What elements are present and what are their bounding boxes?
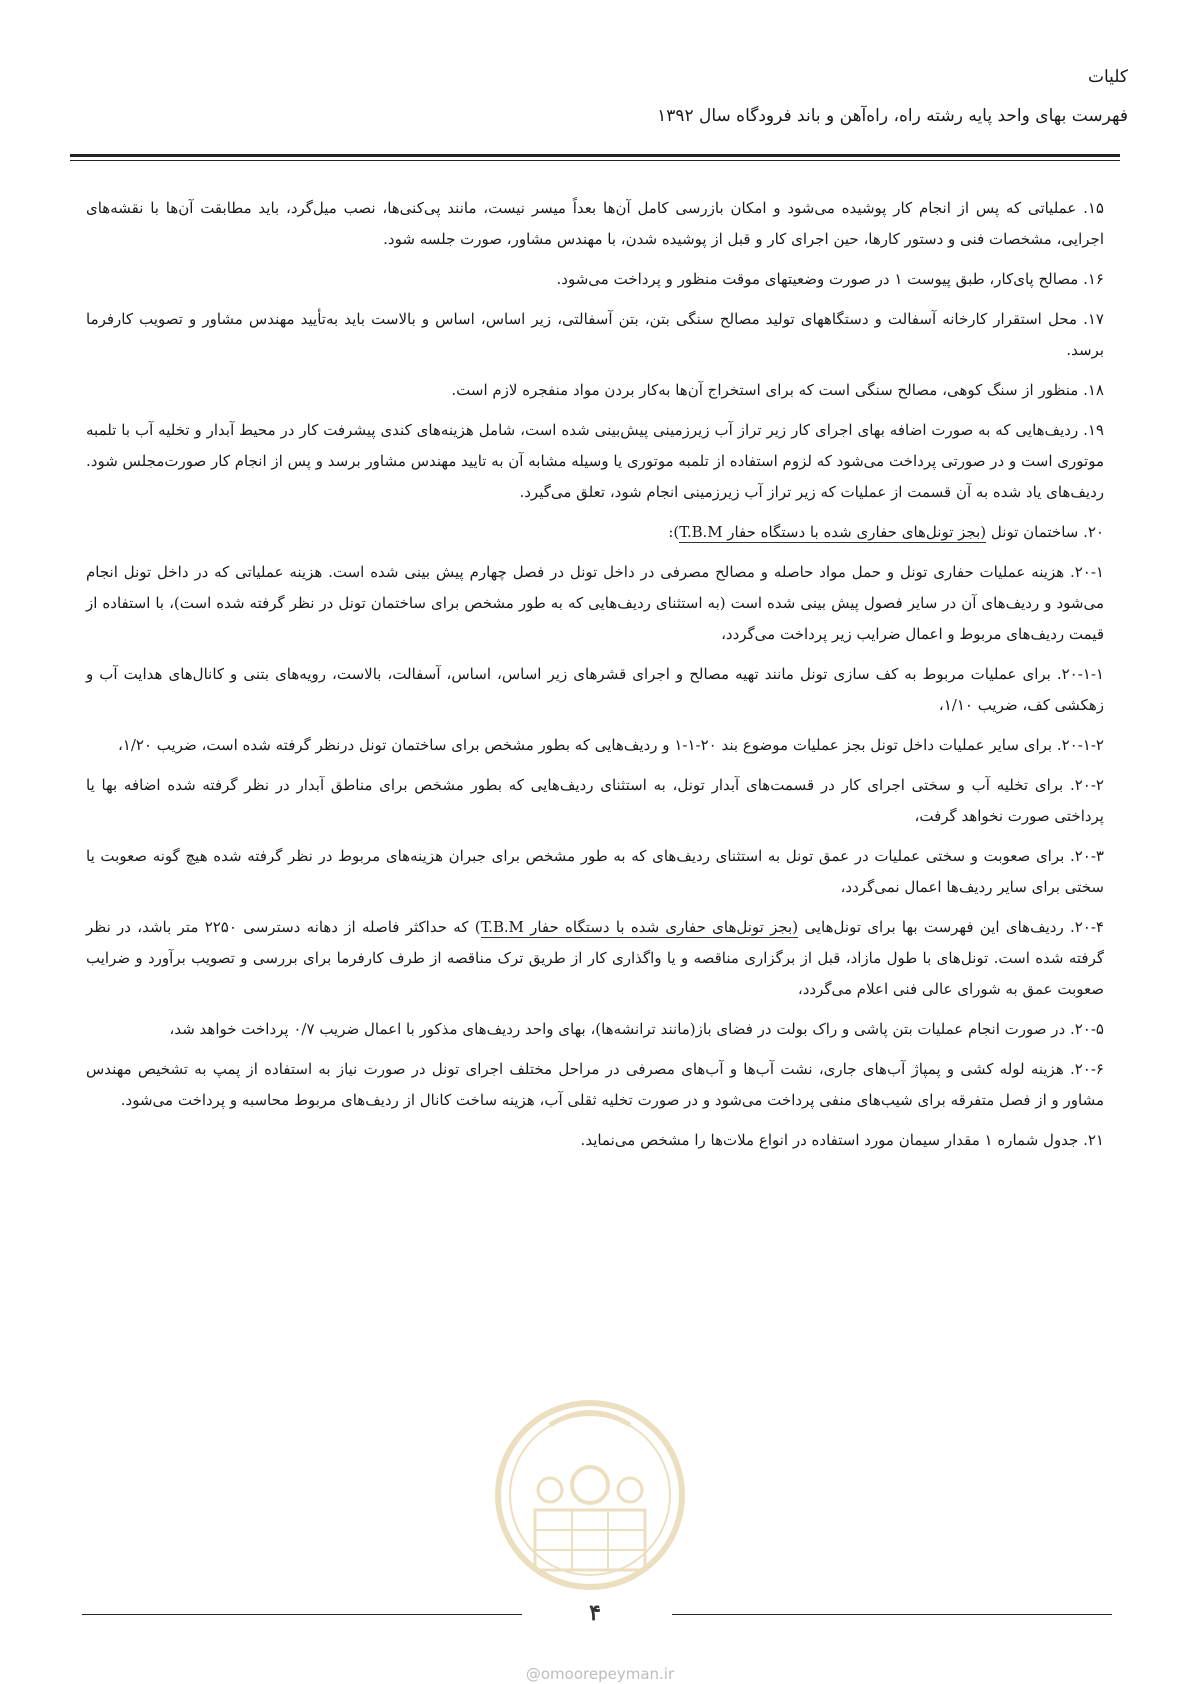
paragraph-20-1-1: ۲۰-۱-۱. برای عملیات مربوط به کف سازی تونل مانند تهیه مصالح و اجرای قشرهای زیر اساس، اساس، آسفالت، بالاست، رویه‌های بتنی و کانال‌های هدایت آب و زهکشی کف، ضریب ۱/۱۰، — [86, 665, 1104, 714]
paragraph-20-4-underlined: (بجز تونل‌های حفاری شده با دستگاه حفار T.B.M — [480, 918, 799, 936]
page-content — [86, 193, 1104, 1165]
footer-rule-left — [82, 1614, 522, 1615]
section-title: کلیات — [1087, 67, 1128, 87]
footer-rule-right — [672, 1614, 1112, 1615]
paragraph-20-2: ۲۰-۲. برای تخلیه آب و سختی اجرای کار در قسمت‌های آبدار تونل، به استثنای ردیف‌هایی که بطور مشخص برای مناطق آبدار در نظر گرفته شده اضافه بها یا پرداختی صورت نخواهد گرفت، — [86, 776, 1104, 825]
paragraph-15: ۱۵. عملیاتی که پس از انجام کار پوشیده می‌شود و امکان بازرسی کامل آن‌ها بعداً میسر نیست، مانند پی‌کنی‌ها، نصب میل‌گرد، باید مطابقت آن‌ها با نقشه‌های اجرایی، مشخصات فنی و دستور کارها، حین اجرای کار و قبل از پوشیده شدن، با مهندس مشاور، صورت جلسه شود. — [86, 199, 1104, 248]
header-rule-thin — [70, 160, 1120, 161]
paragraph-20-5: ۲۰-۵. در صورت انجام عملیات بتن پاشی و راک بولت در فضای باز(مانند ترانشه‌ها)، بهای واحد ردیف‌های مذکور با اعمال ضریب ۰/۷ پرداخت خواهد شد، — [169, 1020, 1104, 1038]
paragraph-20-prefix: ۲۰. ساختمان تونل — [986, 523, 1104, 541]
site-watermark-text: omoorepeyman.ir — [540, 1665, 675, 1683]
paragraph-20 — [86, 517, 1104, 548]
paragraph-20-suffix: ): — [668, 523, 680, 541]
paragraph-20-4 — [86, 912, 1104, 1005]
seal-icon — [490, 1380, 690, 1610]
paragraph-17: ۱۷. محل استقرار کارخانه آسفالت و دستگاههای تولید مصالح سنگی بتن، بتن آسفالتی، زیر اساس، اساس و بالاست باید به‌تأیید مهندس مشاور و تصویب کارفرما برسد. — [86, 310, 1104, 359]
paragraph-20-1-2: ۲۰-۱-۲. برای سایر عملیات داخل تونل بجز عملیات موضوع بند ۲۰-۱-۱ و ردیف‌هایی که بطور مشخص برای ساختمان تونل درنظر گرفته شده است، ضریب ۱/۲۰، — [117, 736, 1104, 754]
header-rule-thick — [70, 154, 1120, 157]
publisher-seal-watermark — [490, 1380, 690, 1610]
paragraph-20-underlined: (بجز تونل‌های حفاری شده با دستگاه حفار T.B.M — [679, 523, 987, 541]
paragraph-18: ۱۸. منظور از سنگ کوهی، مصالح سنگی است که برای استخراج آن‌ها به‌کار بردن مواد منفجره لازم است. — [451, 381, 1104, 399]
paragraph-20-4-prefix: ۲۰-۴. ردیف‌های این فهرست بها برای تونل‌هایی — [798, 918, 1104, 936]
paragraph-20-4-suffix: ) که حداکثر فاصله از دهانه دسترسی ۲۲۵۰ متر باشد، در نظر گرفته شده است. تونل‌های با طول مازاد، قبل از برگزاری مناقصه و یا واگذاری کار از طریق ترک مناقصه از طرف کارفرما برای بررسی و تصویب برآورد و ضرایب صعوبت عمق به شورای عالی فنی اعلام می‌گردد، — [86, 918, 1104, 998]
page-number: ۴ — [589, 1600, 601, 1626]
paragraph-20-6: ۲۰-۶. هزینه لوله کشی و پمپاژ آب‌های جاری، نشت آب‌ها و آب‌های مصرفی در مراحل مختلف اجرای تونل در صورت نیاز به استفاده از پمپ به تشخیص مهندس مشاور و از فصل متفرقه برای شیب‌های منفی پرداخت می‌شود و در صورت تخلیه ثقلی آب، هزینه ساخت کانال از ردیف‌های مربوط محاسبه و پرداخت می‌شود. — [86, 1060, 1104, 1109]
paragraph-20-1: ۲۰-۱. هزینه عملیات حفاری تونل و حمل مواد حاصله و مصالح مصرفی در داخل تونل در فصل چهارم پیش بینی شده است. هزینه عملیاتی که در داخل تونل انجام می‌شود و ردیف‌های آن در سایر فصول پیش بینی شده است (به استثنای ردیف‌هایی که به طور مشخص برای ساختمان تونل در نظر گرفته شده است)، با استفاده از قیمت ردیف‌های مربوط و اعمال ضرایب زیر پرداخت می‌گردد، — [86, 563, 1104, 643]
paragraph-19: ۱۹. ردیف‌هایی که به صورت اضافه بهای اجرای کار زیر تراز آب زیرزمینی پیش‌بینی شده است، شامل هزینه‌های کندی پیشرفت کار در محیط آبدار و تخلیه آب با تلمبه موتوری است و در صورتی پرداخت می‌شود که لزوم استفاده از تلمبه موتوری یا وسیله مشابه آن به تایید مهندس مشاور برسد و پس از انجام کار صورت‌مجلس شود. ردیف‌های یاد شده به آن قسمت از عملیات که زیر تراز آب زیرزمینی انجام شود، تعلق می‌گیرد. — [86, 421, 1104, 501]
page-header — [62, 62, 1128, 130]
paragraph-16: ۱۶. مصالح پای‌کار، طبق پیوست ۱ در صورت وضعیتهای موقت منظور و پرداخت می‌شود. — [556, 270, 1104, 288]
paragraph-21: ۲۱. جدول شماره ۱ مقدار سیمان مورد استفاده در انواع ملات‌ها را مشخص می‌نماید. — [580, 1131, 1104, 1149]
site-watermark: @omoorepeyman.ir — [525, 1665, 675, 1683]
paragraph-20-3: ۲۰-۳. برای صعوبت و سختی عملیات در عمق تونل به استثنای ردیف‌های که به طور مشخص برای جبران هزینه‌های مربوط در نظر گرفته شده هیچ گونه صعوبت یا سختی برای سایر ردیف‌ها اعمال نمی‌گردد، — [86, 847, 1104, 896]
document-title: فهرست بهای واحد پایه رشته راه، راه‌آهن و باند فرودگاه سال ۱۳۹۲ — [657, 106, 1128, 126]
